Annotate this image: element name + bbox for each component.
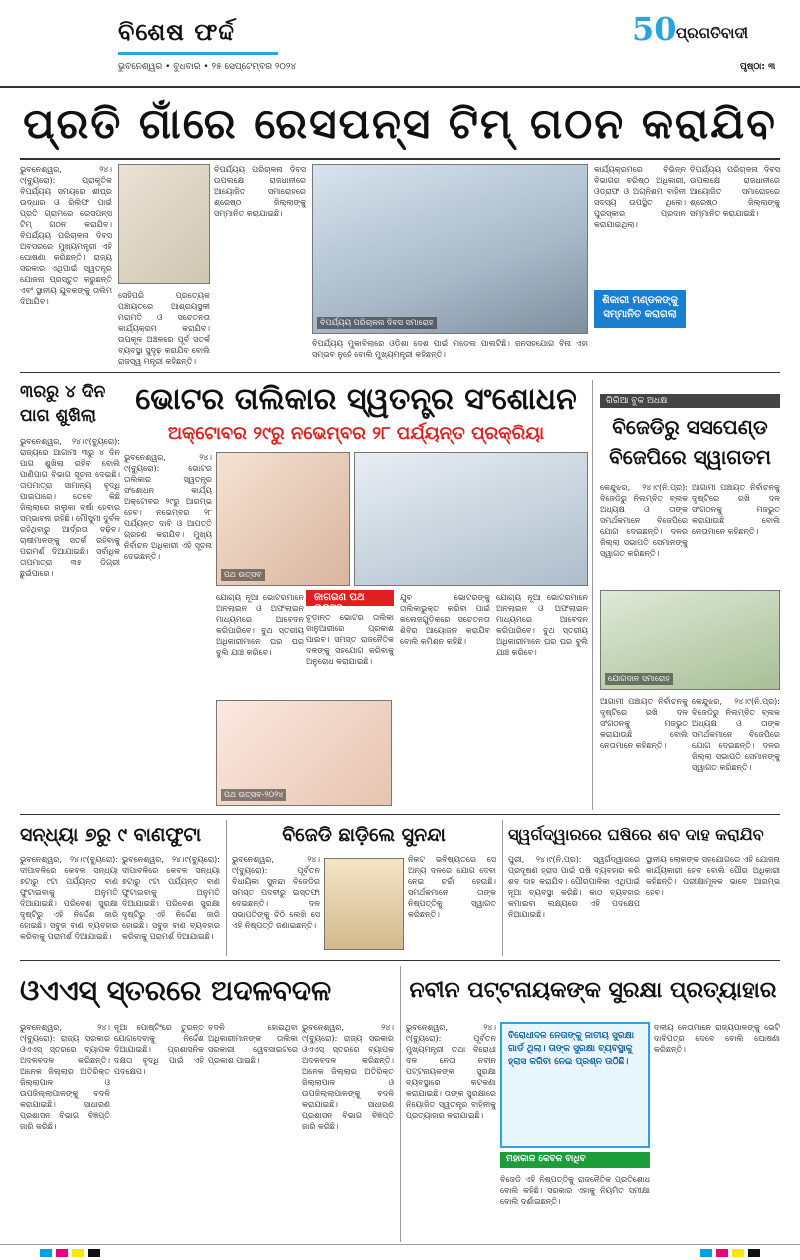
voter-photo-caption: ପଥ ଉତ୍ସବ xyxy=(221,569,265,581)
lead-col-4: କାର୍ଯ୍ୟକ୍ରମରେ ବିଭିନ୍ନ ବିଭାଗର ବରିଷ୍ଠ ଅଧିକାରୀ, ଓଡ୍ରାଫ ଓ ଅଗ୍ନିଶମ ବାହିନୀ ସଦସ୍ୟ ଉପସ୍ଥିତ ଥିଲେ। ପୁରସ୍କାର ପ୍ରଦାନ କରାଯାଇଥିଲା। xyxy=(594,165,686,229)
lead-col-1: ଭୁବନେଶ୍ୱର, ୨୪।୯(ବ୍ୟୁରୋ): ପ୍ରାକୃତିକ ବିପର୍ଯ୍ୟୟ ସମୟରେ ଶୀଘ୍ର ଉଦ୍ଧାର ଓ ରିଲିଫ ପାଇଁ ପ୍ରତି ଗ୍ରାମରେ ରେସପନ୍ସ ଟିମ୍ ଗଠନ କରାଯିବ। ବିପର୍ଯ୍ୟୟ ପରିଚାଳନା ଦିବସ ଅବସରରେ ମୁଖ୍ୟମନ୍ତ୍ରୀ ଏହି ଘୋଷଣା କରିଛନ୍ତି। ରାଜ୍ୟ ସରକାର ଏଥିପାଇଁ ସ୍ୱତନ୍ତ୍ର ଯୋଜନା ପ୍ରସ୍ତୁତ କରୁଛନ୍ତି ଏବଂ ସ୍ଥାନୀୟ ଯୁବକଙ୍କୁ ତାଲିମ ଦିଆଯିବ। xyxy=(20,165,112,306)
lead-col-2: ସେହିପରି ପ୍ରତ୍ୟେକ ପଞ୍ଚାୟତରେ ଆଶ୍ରୟସ୍ଥଳୀ ମରାମତି ଓ ସଚେତନତା କାର୍ଯ୍ୟକ୍ରମ କରାଯିବ। ଉପକୂଳ ଅଞ୍ଚଳରେ ପୂର୍ବ ସତର୍କ ବ୍ୟବସ୍ଥା ସୁଦୃଢ଼ କରାଯିବ ବୋଲି ରାଜସ୍ୱ ମନ୍ତ୍ରୀ କହିଛନ୍ତି। xyxy=(118,291,210,366)
bjp-tag: ଗିରିଆ ବୁକ ଅଧକ୍ଷ xyxy=(600,394,780,408)
oas-headline[interactable]: ଓଏଏସ୍ ସ୍ତରରେ ଅଦଳବଦଳ xyxy=(20,974,332,1007)
color-swatch xyxy=(72,1249,84,1257)
sunanda-col-1: ଭୁବନେଶ୍ୱର, ୨୪।୯(ବ୍ୟୁରୋ): ପୂର୍ବତନ ବିଧାୟିକା ସୁନନ୍ଦା ବିଜେଡିର ସମସ୍ତ ପଦବୀରୁ ଇସ୍ତଫା ଦେଇଛନ୍ତି। ଦଳ ସଭାପତିଙ୍କୁ ଚିଠି ଲେଖି ସେ ଏହି ନିଷ୍ପତ୍ତି ଜଣାଇଛନ୍ତି। xyxy=(232,855,320,930)
divider xyxy=(20,960,780,961)
bjp-col-4: କେନ୍ଦୁଝର, ୨୪।୯(ନି.ପ୍ର): ବିଜେଡିରୁ ନିଲମ୍ବିତ ବ୍ଲକ ଅଧ୍ୟକ୍ଷ ଓ ତାଙ୍କ ସମର୍ଥକମାନେ ବିଜେପିରେ ଯୋଗ ଦେଇଛନ୍ତି। ଦଳର ଜିଲ୍ଲା ସଭାପତି ସେମାନଙ୍କୁ ସ୍ୱାଗତ କରିଛନ୍ତି। xyxy=(692,697,780,772)
bjp-photo xyxy=(600,590,780,690)
color-swatch xyxy=(700,1249,712,1257)
sunanda-photo xyxy=(324,858,404,950)
firecracker-headline[interactable]: ସନ୍ଧ୍ୟା ୭ରୁ ୯ ବାଣଫୁଟା xyxy=(20,824,202,846)
voter-subhead: ଅକ୍ଟୋବର ୨୯ରୁ ନଭେମ୍ବର ୨୮ ପର୍ଯ୍ୟନ୍ତ ପ୍ରକ୍ରିୟା xyxy=(167,423,545,444)
page-number: ପୃଷ୍ଠା: ୩ xyxy=(740,62,776,72)
color-swatch xyxy=(40,1249,52,1257)
logo-name: ପ୍ରଗତିବାଦୀ xyxy=(676,24,749,42)
masthead xyxy=(0,0,800,88)
voter-headline[interactable]: ଭୋଟର ତାଲିକାର ସ୍ୱତନ୍ତ୍ର ସଂଶୋଧନ xyxy=(135,382,577,417)
oas-col-4: ଭୁବନେଶ୍ୱର, ୨୪।୯(ବ୍ୟୁରୋ): ରାଜ୍ୟ ସରକାର ଓଏଏସ୍ ସ୍ତରରେ ବ୍ୟାପକ ଅଦଳବଦଳ କରିଛନ୍ତି। ଅନେକ ଜିଲ୍ଲାର ଅତିରିକ୍ତ ଜିଲ୍ଲାପାଳ ଓ ଉପଜିଲ୍ଲାପାଳଙ୍କୁ ବଦଳି କରାଯାଇଛି। ସାଧାରଣ ପ୍ରଶାସନ ବିଭାଗ ବିଜ୍ଞପ୍ତି ଜାରି କରିଛି। xyxy=(302,1023,394,1131)
bjp-col-2: ଆଗାମୀ ପଞ୍ଚାୟତ ନିର୍ବାଚନକୁ ଦୃଷ୍ଟିରେ ରଖି ଦଳ ସଂଗଠନକୁ ମଜଭୁତ କରାଯାଉଛି ବୋଲି ନେତାମାନେ କହିଛନ୍ତି। xyxy=(692,483,780,536)
column-divider xyxy=(226,820,227,956)
naveen-headline[interactable]: ନବୀନ ପଟ୍ଟନାୟକଙ୍କ ସୁରକ୍ଷା ପ୍ରତ୍ୟାହାର xyxy=(409,978,777,1003)
event-photo xyxy=(216,700,392,806)
swargadwar-col-1: ପୁରୀ, ୨୪।୯(ନି.ପ୍ର): ସ୍ୱର୍ଗଦ୍ୱାରରେ ପ୍ରଦୂଷଣ ହ୍ରାସ ପାଇଁ ଘଷି ବ୍ୟବହାର କରି ଶବ ଦାହ କରାଯିବ। ପୌରପାଳିକା ଏଥିପାଇଁ ନୂଆ ବ୍ୟବସ୍ଥା କରିଛି। କାଠ ବ୍ୟବହାର କମାଇବା ଲକ୍ଷ୍ୟରେ ଏହି ପଦକ୍ଷେପ ନିଆଯାଇଛି। xyxy=(508,855,640,919)
naveen-col-1: ଭୁବନେଶ୍ୱର, ୨୪।୯(ବ୍ୟୁରୋ): ପୂର୍ବତନ ମୁଖ୍ୟମନ୍ତ୍ରୀ ତଥା ବିରୋଧୀ ଦଳ ନେତା ନବୀନ ପଟ୍ଟନାୟକଙ୍କ ସୁରକ୍ଷା ବ୍ୟବସ୍ଥାରେ କଟକଣା କରାଯାଇଛି। ତାଙ୍କ ସୁରକ୍ଷାରେ ନିୟୋଜିତ ସ୍ୱତନ୍ତ୍ର ବାହିନୀକୁ ପ୍ରତ୍ୟାହାର କରାଯାଇଛି। xyxy=(406,1023,496,1120)
divider xyxy=(20,814,780,815)
column-divider xyxy=(592,380,593,810)
weather-body: ଭୁବନେଶ୍ୱର, ୨୪।୯(ବ୍ୟୁରୋ): ରାଜ୍ୟରେ ଆଗାମୀ ୩ରୁ ୪ ଦିନ ପାଗ ଶୁଖିଲା ରହିବ ବୋଲି ପାଣିପାଗ ବିଭାଗ ସୂଚନା ଦେଇଛି। ତାପମାତ୍ରା ସାମାନ୍ୟ ବୃଦ୍ଧି ପାଇପାରେ। ତେବେ କିଛି ଜିଲ୍ଲାରେ ହାଲୁକା ବର୍ଷା ହେବାର ସମ୍ଭାବନା ରହିଛି। ମୌସୁମୀ ଦୁର୍ବଳ ରହିଥିବାରୁ ଆର୍ଦ୍ରତା ବଢ଼ିବ। ଚାଷୀମାନଙ୍କୁ ସତର୍କ ରହିବାକୁ ପରାମର୍ଶ ଦିଆଯାଇଛି। ସର୍ବାଧିକ ତାପମାତ୍ରା ୩୫ ଡିଗ୍ରୀ ଛୁଇଁପାରେ। xyxy=(20,437,120,578)
bjp-headline[interactable]: ବିଜେଡିରୁ ସସପେଣ୍ଡ ବିଜେପିରେ ସ୍ୱାଗତମ xyxy=(609,415,771,469)
bjp-col-1: କେନ୍ଦୁଝର, ୨୪।୯(ନି.ପ୍ର): ବିଜେଡିରୁ ନିଲମ୍ବିତ ବ୍ଲକ ଅଧ୍ୟକ୍ଷ ଓ ତାଙ୍କ ସମର୍ଥକମାନେ ବିଜେପିରେ ଯୋଗ ଦେଇଛନ୍ତି। ଦଳର ଜିଲ୍ଲା ସଭାପତି ସେମାନଙ୍କୁ ସ୍ୱାଗତ କରିଛନ୍ତି। xyxy=(600,483,688,558)
divider xyxy=(20,158,780,160)
weather-headline[interactable]: ୩ରରୁ ୪ ଦିନ ପାଗ ଶୁଖିଲା xyxy=(20,382,106,426)
logo-50-years: 50 xyxy=(632,10,677,48)
lead-col-5: ବିପର୍ଯ୍ୟୟ ପରିଚାଳନା ଦିବସ ଉପଲକ୍ଷେ ରାଜଧାନୀରେ ଆୟୋଜିତ ସମାରୋହରେ ଶ୍ରେଷ୍ଠ ଜିଲ୍ଲାଙ୍କୁ ସମ୍ମାନିତ କରାଯାଇଛି। xyxy=(690,165,780,218)
oas-col-2: ନୂଆ ପୋଷ୍ଟିଂରେ ତୁରନ୍ତ ଯୋଗଦେବାକୁ ନିର୍ଦ୍ଦେଶ ଦିଆଯାଇଛି। ପ୍ରଶାସନିକ ଦକ୍ଷତା ବୃଦ୍ଧି ପାଇଁ ଏହି ପଦକ୍ଷେପ। xyxy=(114,1023,204,1076)
lead-headline[interactable]: ପ୍ରତି ଗାଁରେ ରେସପନ୍ସ ଟିମ୍ ଗଠନ କରାଯିବ xyxy=(23,99,777,148)
naveen-col-2: ବିଜେଡି ଏହି ନିଷ୍ପତ୍ତିକୁ ରାଜନୈତିକ ପ୍ରତିଶୋଧ ବୋଲି କହିଛି। ସରକାର ଏହାକୁ ନିୟମିତ ସମୀକ୍ଷା ବୋଲି ଦର୍ଶାଇଛନ୍ତି। xyxy=(500,1175,650,1206)
dateline: ଭୁବନେଶ୍ୱର • ବୁଧବାର • ୨୫ ସେପ୍ଟେମ୍ବର ୨୦୨୪ xyxy=(118,62,297,72)
voter-kicker: ଜାଗରଣ ପଥ ଉତ୍ସବ xyxy=(306,590,394,606)
color-swatch xyxy=(732,1249,744,1257)
voter-col-3: ଚୂଡ଼ାନ୍ତ ଭୋଟର ତାଲିକା ଜାନୁଆରୀରେ ପ୍ରକାଶ ପାଇବ। ସମସ୍ତ ରାଜନୈତିକ ଦଳଙ୍କୁ ସହଯୋଗ କରିବାକୁ ଅନୁରୋଧ କରାଯାଇଛି। xyxy=(306,613,394,666)
voter-col-4: ଯୁବ ଭୋଟରଙ୍କୁ ତାଲିକାଭୁକ୍ତ କରିବା ପାଇଁ କଲେଜଗୁଡ଼ିକରେ ସଚେତନତା ଶିବିର ଆୟୋଜନ କରାଯିବ ବୋଲି କମିଶନ କହିଛି। xyxy=(400,593,490,646)
voter-photo-right xyxy=(354,452,588,586)
lead-blue-box: ଶିକାରୀ ମଣ୍ଡଳଙ୍କୁ ସମ୍ମାନିତ କରାଗଲା xyxy=(594,290,686,328)
section-underline xyxy=(118,52,278,55)
lead-photo-caption: ବିପର୍ଯ୍ୟୟ ପରିଚାଳନା ଦିବସ ସମାରୋହ xyxy=(317,317,437,329)
print-color-bar xyxy=(0,1244,800,1260)
divider xyxy=(20,372,780,373)
bjp-photo-caption: ଯୋଗଦାନ ସମାରୋହ xyxy=(605,673,673,685)
voter-col-2: ଯୋଗ୍ୟ ନୂଆ ଭୋଟରମାନେ ଅନଲାଇନ ଓ ଅଫଲାଇନ ମାଧ୍ୟମରେ ଆବେଦନ କରିପାରିବେ। ବୁଥ ସ୍ତରୀୟ ଅଧିକାରୀମାନେ ଘର ଘର ବୁଲି ଯାଞ୍ଚ କରିବେ। xyxy=(216,593,304,657)
voter-photo-left xyxy=(216,452,350,586)
event-label: ପଥ ଉତ୍ସବ-୨୦୨୪ xyxy=(221,789,286,801)
color-swatch xyxy=(88,1249,100,1257)
naveen-quote-box: ବିରୋଧୀଦଳ ନେତାଙ୍କୁ ଜାତୀୟ ସୁରକ୍ଷା ଗାର୍ଡ ଥିଲା। ତାଙ୍କ ସୁରକ୍ଷା ବ୍ୟବସ୍ଥାକୁ ହ୍ରାସ କରିବା ନେଇ ପ୍ରଶ୍ନ ଉଠିଛି। xyxy=(500,1022,650,1148)
color-swatch xyxy=(716,1249,728,1257)
oas-col-1: ଭୁବନେଶ୍ୱର, ୨୪।୯(ବ୍ୟୁରୋ): ରାଜ୍ୟ ସରକାର ଓଏଏସ୍ ସ୍ତରରେ ବ୍ୟାପକ ଅଦଳବଦଳ କରିଛନ୍ତି। ଅନେକ ଜିଲ୍ଲାର ଅତିରିକ୍ତ ଜିଲ୍ଲାପାଳ ଓ ଉପଜିଲ୍ଲାପାଳଙ୍କୁ ବଦଳି କରାଯାଇଛି। ସାଧାରଣ ପ୍ରଶାସନ ବିଭାଗ ବିଜ୍ଞପ୍ତି ଜାରି କରିଛି। xyxy=(20,1023,110,1131)
naveen-col-3: ଦଳୀୟ ନେତାମାନେ ରାଜ୍ୟପାଳଙ୍କୁ ଭେଟି ଦାବିପତ୍ର ଦେବେ ବୋଲି ଘୋଷଣା କରିଛନ୍ତି। xyxy=(654,1023,780,1054)
firecracker-col-2: ଭୁବନେଶ୍ୱର, ୨୪।୯(ବ୍ୟୁରୋ): ଦୀପାବଳିରେ କେବଳ ସନ୍ଧ୍ୟା ୭ଟାରୁ ୯ଟା ପର୍ଯ୍ୟନ୍ତ ବାଣ ଫୁଟାଇବାକୁ ଅନୁମତି ଦିଆଯାଇଛି। ପରିବେଶ ସୁରକ୍ଷା ଦୃଷ୍ଟିରୁ ଏହି ନିର୍ଦ୍ଦେଶ ଜାରି ହୋଇଛି। ସବୁଜ ବାଣ ବ୍ୟବହାର କରିବାକୁ ପରାମର୍ଶ ଦିଆଯାଇଛି। xyxy=(122,855,220,941)
section-name: ବିଶେଷ ଫର୍ଦ୍ଦ xyxy=(118,18,235,46)
column-divider xyxy=(400,966,401,1242)
column-divider xyxy=(502,820,503,956)
color-swatch xyxy=(56,1249,68,1257)
newspaper-logo[interactable] xyxy=(632,10,792,50)
sunanda-col-2: ନିକଟ ଭବିଷ୍ୟତରେ ସେ ଅନ୍ୟ ଦଳରେ ଯୋଗ ଦେବା ନେଇ ଚର୍ଚ୍ଚା ହେଉଛି। ସମର୍ଥକମାନେ ତାଙ୍କ ନିଷ୍ପତ୍ତିକୁ ସ୍ୱାଗତ କରିଛନ୍ତି। xyxy=(408,855,496,919)
swargadwar-headline[interactable]: ସ୍ୱର୍ଗଦ୍ୱାରରେ ଘଷିରେ ଶବ ଦାହ କରାଯିବ xyxy=(508,825,764,844)
naveen-quote-foot: ମହାକାଳ କେବଳ ବାଧିବ xyxy=(500,1152,650,1168)
oas-col-3: ବଦଳି ହୋଇଥିବା ଅଧିକାରୀମାନଙ୍କ ତାଲିକା ସରକାରୀ ୱେବସାଇଟରେ ପ୍ରକାଶ ପାଇଛି। xyxy=(208,1023,298,1065)
voter-col-5: ଯୋଗ୍ୟ ନୂଆ ଭୋଟରମାନେ ଅନଲାଇନ ଓ ଅଫଲାଇନ ମାଧ୍ୟମରେ ଆବେଦନ କରିପାରିବେ। ବୁଥ ସ୍ତରୀୟ ଅଧିକାରୀମାନେ ଘର ଘର ବୁଲି ଯାଞ୍ଚ କରିବେ। xyxy=(496,593,588,657)
voter-col-1: ଭୁବନେଶ୍ୱର, ୨୪।୯(ବ୍ୟୁରୋ): ଭୋଟର ତାଲିକାର ସ୍ୱତନ୍ତ୍ର ସଂଶୋଧନ କାର୍ଯ୍ୟ ଅକ୍ଟୋବର ୨୯ରୁ ଆରମ୍ଭ ହେବ। ନଭେମ୍ବର ୨୮ ପର୍ଯ୍ୟନ୍ତ ଦାବି ଓ ଆପତ୍ତି ଗ୍ରହଣ କରାଯିବ। ମୁଖ୍ୟ ନିର୍ବାଚନ ଅଧିକାରୀ ଏହି ସୂଚନା ଦେଇଛନ୍ତି। xyxy=(124,453,212,561)
lead-photo-main xyxy=(312,164,588,334)
sunanda-headline[interactable]: ବିଜେଡି ଛାଡ଼ିଲେ ସୁନନ୍ଦା xyxy=(282,824,446,846)
firecracker-col-1: ଭୁବନେଶ୍ୱର, ୨୪।୯(ବ୍ୟୁରୋ): ଦୀପାବଳିରେ କେବଳ ସନ୍ଧ୍ୟା ୭ଟାରୁ ୯ଟା ପର୍ଯ୍ୟନ୍ତ ବାଣ ଫୁଟାଇବାକୁ ଅନୁମତି ଦିଆଯାଇଛି। ପରିବେଶ ସୁରକ୍ଷା ଦୃଷ୍ଟିରୁ ଏହି ନିର୍ଦ୍ଦେଶ ଜାରି ହୋଇଛି। ସବୁଜ ବାଣ ବ୍ୟବହାର କରିବାକୁ ପରାମର୍ଶ ଦିଆଯାଇଛି। xyxy=(20,855,118,941)
color-swatch xyxy=(748,1249,760,1257)
swargadwar-col-2: ସ୍ଥାନୀୟ ଲୋକଙ୍କ ସହଯୋଗରେ ଏହି ଯୋଜନା କାର୍ଯ୍ୟକାରୀ ହେବ ବୋଲି ପୌର ଅଧିକାରୀ କହିଛନ୍ତି। ପରୀକ୍ଷାମୂଳକ ଭାବେ ଆରମ୍ଭ ହେବ। xyxy=(646,855,780,897)
lead-photo-small xyxy=(118,164,210,284)
bjp-col-3: ଆଗାମୀ ପଞ୍ଚାୟତ ନିର୍ବାଚନକୁ ଦୃଷ୍ଟିରେ ରଖି ଦଳ ସଂଗଠନକୁ ମଜଭୁତ କରାଯାଉଛି ବୋଲି ନେତାମାନେ କହିଛନ୍ତି। xyxy=(600,697,688,750)
lead-col-2b: ବିପର୍ଯ୍ୟୟ ପରିଚାଳନା ଦିବସ ଉପଲକ୍ଷେ ରାଜଧାନୀରେ ଆୟୋଜିତ ସମାରୋହରେ ଶ୍ରେଷ୍ଠ ଜିଲ୍ଲାଙ୍କୁ ସମ୍ମାନିତ କରାଯାଇଛି। xyxy=(214,165,306,218)
lead-col-3: ବିପର୍ଯ୍ୟୟ ମୁକାବିଲାରେ ଓଡ଼ିଶା ଦେଶ ପାଇଁ ମଡେଲ ପାଲଟିଛି। ଜନସହଯୋଗ ବିନା ଏହା ସମ୍ଭବ ନୁହେଁ ବୋଲି ମୁଖ୍ୟମନ୍ତ୍ରୀ କହିଛନ୍ତି। xyxy=(312,339,588,359)
